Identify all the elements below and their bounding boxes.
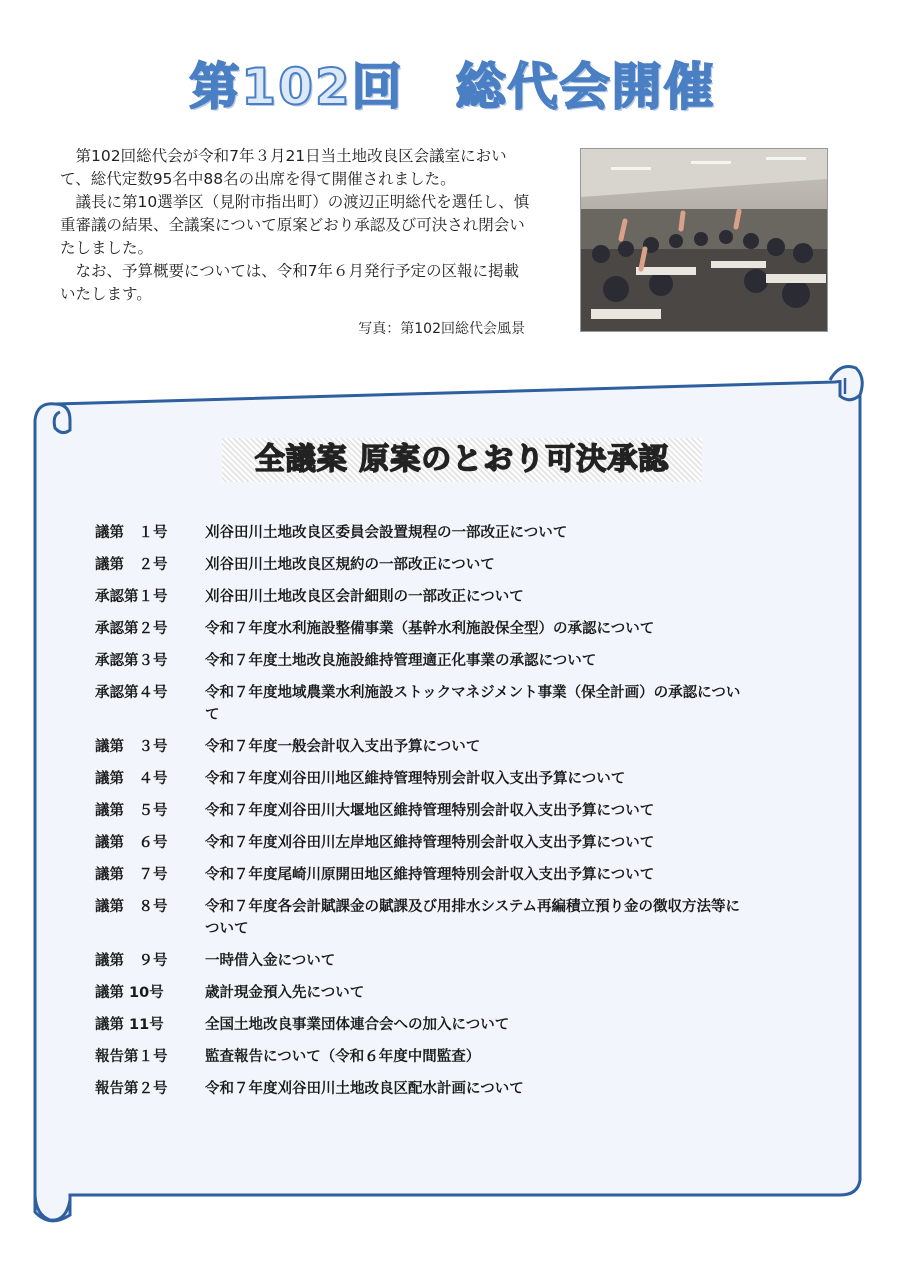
agenda-item: [95, 586, 745, 618]
intro-paragraph: なお、予算概要については、令和7年６月発行予定の区報に掲載いたします。: [60, 262, 520, 303]
item-text: 歳計現金預入先について: [205, 985, 365, 1001]
agenda-list: [95, 522, 745, 1110]
item-text: 令和７年度刈谷田川地区維持管理特別会計収入支出予算について: [205, 771, 626, 787]
item-number: 承認第１号: [95, 589, 168, 605]
item-number: 議第 ６号: [95, 835, 168, 851]
panel-title: 全議案 原案のとおり可決承認: [222, 438, 702, 482]
item-text: 令和７年度尾崎川原開田地区維持管理特別会計収入支出予算について: [205, 867, 655, 883]
page-title: 第102回 総代会開催: [189, 58, 716, 116]
agenda-item: [95, 736, 745, 768]
item-number: 議第 ４号: [95, 771, 168, 787]
agenda-item: [95, 950, 745, 982]
item-text: 全国土地改良事業団体連合会への加入について: [205, 1017, 510, 1033]
item-text: 刈谷田川土地改良区委員会設置規程の一部改正について: [205, 525, 568, 541]
item-number: 議第 １号: [95, 525, 168, 541]
agenda-item: [95, 618, 745, 650]
photo-caption: 写真：第102回総代会風景: [358, 321, 525, 337]
agenda-item: [95, 832, 745, 864]
item-text: 監査報告について（令和６年度中間監査）: [205, 1049, 481, 1065]
item-number: 承認第４号: [95, 685, 168, 701]
agenda-item: [95, 768, 745, 800]
agenda-item: [95, 982, 745, 1014]
agenda-item: [95, 554, 745, 586]
item-number: 報告第１号: [95, 1049, 168, 1065]
agenda-item: [95, 682, 745, 736]
intro-paragraph: 議長に第10選挙区（見附市指出町）の渡辺正明総代を選任し、慎重審議の結果、全議案について原案どおり承認及び可決され閉会いたしました。: [60, 193, 530, 257]
item-text: 令和７年度水利施設整備事業（基幹水利施設保全型）の承認について: [205, 621, 655, 637]
item-text: 令和７年度地域農業水利施設ストックマネジメント事業（保全計画）の承認について: [205, 685, 741, 723]
item-number: 議第 ９号: [95, 953, 168, 969]
item-number: 議第 ２号: [95, 557, 168, 573]
agenda-item: [95, 1078, 745, 1110]
agenda-item: [95, 864, 745, 896]
item-number: 報告第２号: [95, 1081, 168, 1097]
intro-paragraph: 第102回総代会が令和7年３月21日当土地改良区会議室において、総代定数95名中88名の出席を得て開催されました。: [60, 147, 507, 188]
item-number: 議第 10号: [95, 985, 164, 1001]
agenda-item: [95, 522, 745, 554]
item-number: 議第 ３号: [95, 739, 168, 755]
item-text: 令和７年度刈谷田川左岸地区維持管理特別会計収入支出予算について: [205, 835, 655, 851]
item-number: 承認第２号: [95, 621, 168, 637]
agenda-item: [95, 1046, 745, 1078]
item-text: 令和７年度一般会計収入支出予算について: [205, 739, 481, 755]
item-number: 議第 11号: [95, 1017, 164, 1033]
item-number: 承認第３号: [95, 653, 168, 669]
item-text: 令和７年度各会計賦課金の賦課及び用排水システム再編積立預り金の徴収方法等について: [205, 899, 741, 937]
item-number: 議第 ７号: [95, 867, 168, 883]
item-text: 一時借入金について: [205, 953, 336, 969]
agenda-item: [95, 650, 745, 682]
item-number: 議第 ５号: [95, 803, 168, 819]
item-text: 刈谷田川土地改良区規約の一部改正について: [205, 557, 495, 573]
item-text: 令和７年度土地改良施設維持管理適正化事業の承認について: [205, 653, 597, 669]
item-text: 令和７年度刈谷田川大堰地区維持管理特別会計収入支出予算について: [205, 803, 655, 819]
agenda-item: [95, 1014, 745, 1046]
item-text: 令和７年度刈谷田川土地改良区配水計画について: [205, 1081, 524, 1097]
agenda-item: [95, 800, 745, 832]
agenda-item: [95, 896, 745, 950]
item-text: 刈谷田川土地改良区会計細則の一部改正について: [205, 589, 524, 605]
item-number: 議第 ８号: [95, 899, 168, 915]
